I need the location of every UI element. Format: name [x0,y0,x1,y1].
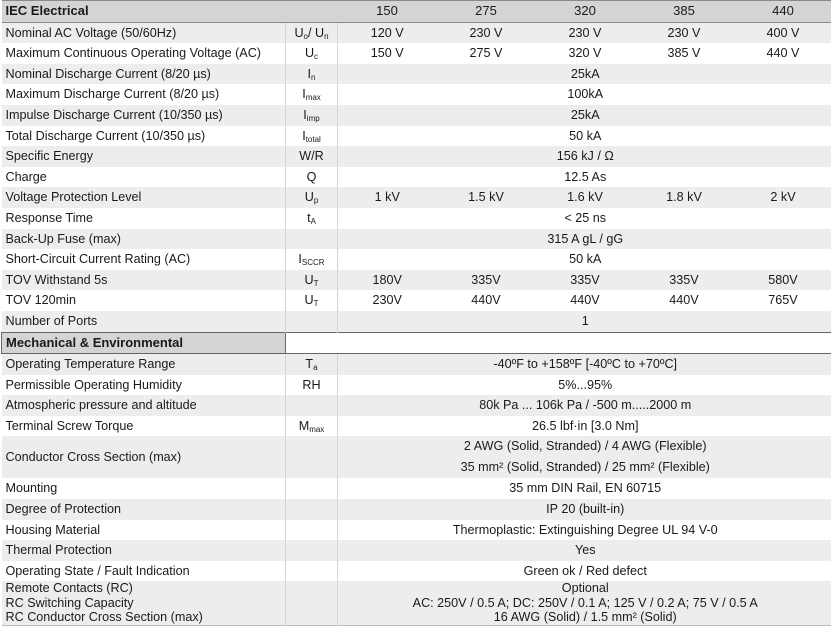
table-row [2,561,831,582]
value-cell: 230V [338,290,437,311]
symbol-subscript: c [314,52,319,62]
row-label: Number of Ports [2,311,286,332]
value-cell: 12.5 As [338,167,831,188]
row-label: Housing Material [2,520,286,541]
value-cell: Thermoplastic: Extinguishing Degree UL 94 V-0 [338,520,831,541]
symbol-cell [286,64,338,85]
symbol-subscript: n [311,72,316,82]
iec-section-title: IEC Electrical [2,1,286,23]
symbol-cell [286,581,338,625]
table-row [2,499,831,520]
value-line: 35 mm² (Solid, Stranded) / 25 mm² (Flexible) [460,460,710,475]
value-cell: 385 V [635,43,734,64]
symbol-cell [286,187,338,208]
value-cell: 1 kV [338,187,437,208]
value-cell: 26.5 lbf·in [3.0 Nm] [338,416,831,437]
table-row [2,520,831,541]
symbol-subscript: A [310,216,316,226]
value-cell: 1.5 kV [437,187,536,208]
symbol-subscript: o [303,31,308,41]
table-row [2,208,831,229]
symbol: U [304,46,315,61]
table-row [2,146,831,167]
value-cell: 100kA [338,84,831,105]
row-label: Charge [2,167,286,188]
mech-section-title: Mechanical & Environmental [2,332,286,354]
symbol: RH [302,377,321,392]
symbol: U [304,190,314,205]
value-cell: 120 V [338,22,437,43]
value-line: 2 AWG (Solid, Stranded) / 4 AWG (Flexible) [463,439,707,454]
value-cell [338,581,831,625]
symbol-subscript: T [313,299,319,309]
table-row [2,290,831,311]
value-cell: 440V [635,290,734,311]
value-cell: 230 V [437,22,536,43]
value-cell: 156 kJ / Ω [338,146,831,167]
value-cell: IP 20 (built-in) [338,499,831,520]
iec-header-row [2,1,831,23]
value-cell: 315 A gL / gG [338,229,831,250]
value-cell: Yes [338,540,831,561]
row-label: TOV Withstand 5s [2,270,286,291]
column-header: 150 [338,1,437,23]
value-cell: Green ok / Red defect [338,561,831,582]
value-cell: 2 kV [734,187,831,208]
symbol: U [304,293,314,308]
table-row [2,311,831,332]
value-line: AC: 250V / 0.5 A; DC: 250V / 0.1 A; 125 V / 0.2 A; 75 V / 0.5 A [412,595,758,610]
value-cell: 335V [635,270,734,291]
label-line: RC Conductor Cross Section (max) [5,610,203,625]
table-row [2,84,831,105]
symbol: U [294,25,304,40]
row-label: Response Time [2,208,286,229]
value-cell: 440V [437,290,536,311]
spec-table [1,0,831,626]
symbol: T [305,357,314,372]
table-row [2,375,831,396]
table-row [2,436,831,478]
value-cell [338,436,831,478]
row-label: Maximum Discharge Current (8/20 µs) [2,84,286,105]
symbol: I [302,128,306,143]
row-label: Voltage Protection Level [2,187,286,208]
remote-contacts-row [2,581,831,625]
row-label: Atmospheric pressure and altitude [2,395,286,416]
value-cell: 50 kA [338,126,831,147]
symbol: W/R [299,149,324,164]
table-row [2,395,831,416]
value-cell: 1.8 kV [635,187,734,208]
row-label [2,581,286,625]
column-header: 385 [635,1,734,23]
row-label: Conductor Cross Section (max) [2,436,286,478]
row-label: Operating Temperature Range [2,354,286,375]
value-cell: 150 V [338,43,437,64]
value-cell: 400 V [734,22,831,43]
table-row [2,22,831,43]
value-cell: -40ºF to +158ºF [-40ºC to +70ºC] [338,354,831,375]
symbol: I [307,66,312,81]
symbol-cell [286,249,338,270]
value-cell: 180V [338,270,437,291]
symbol-cell [286,208,338,229]
row-label: Impulse Discharge Current (10/350 µs) [2,105,286,126]
symbol-subscript: max [309,424,325,434]
symbol-subscript: max [305,93,321,103]
value-cell: 230 V [635,22,734,43]
value-line: Optional [561,581,609,596]
symbol-cell [286,270,338,291]
row-label: Thermal Protection [2,540,286,561]
symbol: I [298,252,302,267]
table-row [2,478,831,499]
symbol-cell [286,311,338,332]
table-row [2,167,831,188]
value-cell: 25kA [338,64,831,85]
symbol-subscript: total [305,134,321,144]
row-label: Short-Circuit Current Rating (AC) [2,249,286,270]
table-row [2,416,831,437]
value-cell: 80k Pa ... 106k Pa / -500 m.....2000 m [338,395,831,416]
column-header: 320 [536,1,635,23]
column-header: 440 [734,1,831,23]
value-cell: 580V [734,270,831,291]
symbol-cell [286,499,338,520]
symbol-cell [286,229,338,250]
row-label: Mounting [2,478,286,499]
symbol: Q [306,169,317,184]
symbol-subscript: SCCR [301,258,325,268]
row-label: Permissible Operating Humidity [2,375,286,396]
symbol-cell [286,22,338,43]
symbol-cell [286,561,338,582]
row-label: Nominal AC Voltage (50/60Hz) [2,22,286,43]
row-label: Specific Energy [2,146,286,167]
table-row [2,105,831,126]
table-row [2,43,831,64]
value-cell: 275 V [437,43,536,64]
symbol-cell [286,436,338,478]
row-label: Maximum Continuous Operating Voltage (AC) [2,43,286,64]
symbol: I [303,107,307,122]
value-cell: 1.6 kV [536,187,635,208]
table-row [2,187,831,208]
symbol-cell [286,375,338,396]
value-cell: 320 V [536,43,635,64]
spec-table-body [2,1,831,626]
row-label: Total Discharge Current (10/350 µs) [2,126,286,147]
table-row [2,249,831,270]
value-cell: 5%...95% [338,375,831,396]
symbol-cell [286,478,338,499]
symbol-cell [286,43,338,64]
value-cell: 440V [536,290,635,311]
table-row [2,354,831,375]
symbol-cell [286,105,338,126]
row-label: Operating State / Fault Indication [2,561,286,582]
table-row [2,126,831,147]
table-row [2,229,831,250]
value-cell: 335V [437,270,536,291]
symbol-subscript: imp [306,113,320,123]
symbol-cell [286,84,338,105]
row-label: TOV 120min [2,290,286,311]
value-cell: 765V [734,290,831,311]
symbol-cell [286,290,338,311]
symbol: U [304,272,314,287]
symbol-cell [286,540,338,561]
symbol-subscript: p [313,196,319,206]
symbol-cell [286,167,338,188]
symbol: / U [308,25,325,40]
value-cell: 335V [536,270,635,291]
symbol: t [307,210,311,225]
row-label: Nominal Discharge Current (8/20 µs) [2,64,286,85]
value-line: 16 AWG (Solid) / 1.5 mm² (Solid) [493,610,677,625]
symbol-subscript: a [313,363,318,373]
symbol-cell [286,126,338,147]
symbol-cell [286,354,338,375]
row-label: Terminal Screw Torque [2,416,286,437]
table-row [2,64,831,85]
value-cell: < 25 ns [338,208,831,229]
symbol-subscript: T [313,278,319,288]
symbol-cell [286,146,338,167]
symbol-cell [286,520,338,541]
value-cell: 50 kA [338,249,831,270]
label-line: Remote Contacts (RC) [5,581,133,596]
label-line: RC Switching Capacity [5,595,134,610]
symbol-cell [286,395,338,416]
table-row [2,540,831,561]
column-header: 275 [437,1,536,23]
value-cell: 1 [338,311,831,332]
row-label: Back-Up Fuse (max) [2,229,286,250]
row-label: Degree of Protection [2,499,286,520]
value-cell: 25kA [338,105,831,126]
symbol-cell [286,416,338,437]
value-cell: 35 mm DIN Rail, EN 60715 [338,478,831,499]
value-cell: 440 V [734,43,831,64]
symbol: M [298,418,310,433]
symbol: I [302,87,306,102]
mech-header-row [2,332,831,354]
value-cell: 230 V [536,22,635,43]
table-row [2,270,831,291]
symbol-subscript: n [324,31,329,41]
